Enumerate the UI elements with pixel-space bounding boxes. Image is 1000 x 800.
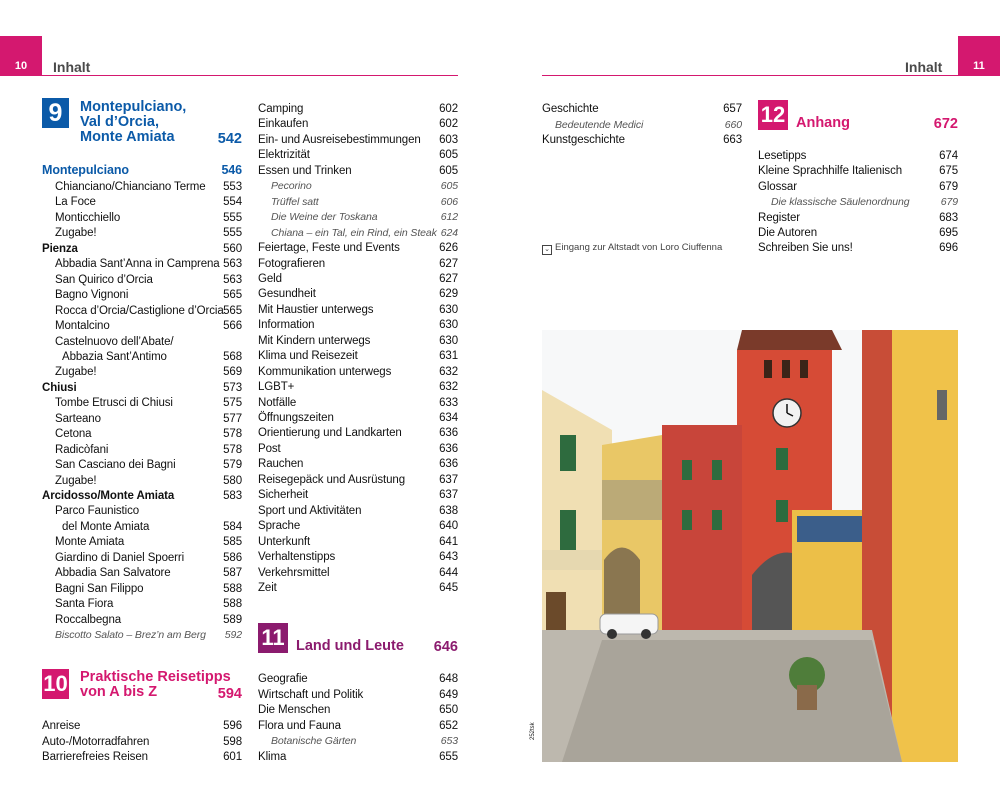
toc-entry-title: Monte Amiata	[55, 536, 125, 549]
toc-entry-page: 588	[223, 582, 242, 595]
toc-entry-title: Parco Faunistico	[55, 505, 140, 518]
chapter-9-title-line: Monte Amiata	[80, 129, 175, 145]
toc-entry	[258, 426, 458, 440]
toc-entry-title: Kommunikation unterwegs	[258, 365, 392, 378]
toc-entry-title: Sport und Aktivitäten	[258, 504, 362, 517]
toc-entry	[42, 750, 242, 764]
toc-entry	[55, 195, 242, 209]
chapter-10-title-line: Praktische Reisetipps	[80, 669, 231, 685]
chapter-10-number: 10	[42, 669, 69, 699]
toc-entry-page: 596	[223, 720, 242, 732]
toc-entry-title: Bagni San Filippo	[55, 582, 144, 595]
toc-entry-page: 577	[223, 412, 242, 425]
toc-entry-title: Reisegepäck und Ausrüstung	[258, 473, 406, 486]
toc-entry	[55, 504, 242, 518]
toc-entry	[758, 211, 958, 225]
toc-entry	[42, 489, 242, 503]
chapter-9-number: 9	[42, 98, 69, 128]
photo-illustration	[542, 330, 958, 762]
toc-entry	[55, 535, 242, 549]
toc-entry	[258, 535, 458, 549]
toc-entry	[258, 504, 458, 518]
toc-entry-page: 605	[439, 149, 458, 162]
toc-entry-page: 634	[439, 412, 458, 424]
toc-entry-page: 563	[223, 258, 242, 271]
toc-entry-title: Chiusi	[42, 381, 77, 394]
toc-entry-title: Fotografieren	[258, 257, 326, 270]
toc-entry-title: Die Menschen	[258, 704, 331, 716]
toc-entry	[258, 519, 458, 533]
chapter-11-number: 11	[258, 623, 288, 653]
toc-entry-page: 565	[223, 289, 242, 302]
toc-entry-page: 605	[440, 180, 458, 193]
toc-entry	[55, 551, 242, 565]
toc-entry-page: 606	[440, 195, 458, 208]
toc-entry	[258, 672, 458, 686]
toc-entry-title: Sicherheit	[258, 489, 309, 502]
toc-entry	[258, 133, 458, 147]
toc-entry	[758, 180, 958, 194]
toc-entry-title: Klima und Reisezeit	[258, 350, 358, 363]
toc-entry	[258, 272, 458, 286]
toc-entry-page: 638	[439, 504, 458, 517]
toc-entry	[55, 180, 242, 194]
toc-entry-title: Abbadia San Salvatore	[55, 567, 171, 580]
toc-entry-title: Giardino di Daniel Spoerri	[55, 551, 185, 564]
toc-entry-title: Orientierung und Landkarten	[258, 427, 402, 440]
toc-entry	[258, 334, 458, 348]
toc-entry-page: 679	[939, 180, 958, 193]
toc-entry-page: 636	[439, 458, 458, 471]
toc-entry-title: Castelnuovo dell’Abate/	[55, 335, 174, 348]
toc-entry-page: 645	[439, 581, 458, 594]
toc-entry-page: 579	[223, 459, 242, 472]
toc-entry-title: Biscotto Salato – Brez’n am Berg	[55, 629, 206, 642]
toc-entry	[55, 597, 242, 611]
toc-entry	[258, 102, 458, 116]
toc-entry	[42, 735, 242, 749]
toc-entry	[271, 195, 458, 209]
toc-entry-title: Botanische Gärten	[271, 735, 357, 747]
toc-entry	[258, 411, 458, 425]
toc-entry	[258, 303, 458, 317]
toc-entry-page: 589	[223, 613, 242, 626]
toc-entry-title: Klima	[258, 750, 287, 763]
toc-entry-page: 553	[223, 181, 242, 193]
chapter-9-title-line: Montepulciano,	[80, 99, 187, 115]
toc-entry-page: 601	[223, 751, 242, 763]
toc-entry-title: Rauchen	[258, 458, 304, 471]
chapter-9-title-line: Val d’Orcia,	[80, 114, 159, 130]
toc-entry-page: 630	[439, 303, 458, 316]
toc-entry-title: Pienza	[42, 242, 78, 255]
toc-entry-page: 660	[724, 118, 742, 131]
toc-entry-page: 675	[939, 165, 958, 178]
toc-entry-title: Schreiben Sie uns!	[758, 242, 853, 255]
toc-entry-title: Ein- und Ausreisebestimmungen	[258, 133, 421, 146]
toc-entry-title: Radicòfani	[55, 443, 109, 456]
page-number-left: 10	[0, 36, 42, 76]
toc-entry-title: Auto-/Motorradfahren	[42, 735, 150, 748]
toc-entry	[55, 412, 242, 426]
toc-entry-title: Bagno Vignoni	[55, 289, 129, 302]
toc-entry-page: 632	[439, 381, 458, 394]
toc-entry-page: 627	[439, 257, 458, 270]
toc-entry-title: Sprache	[258, 520, 301, 533]
toc-entry-title: Verkehrsmittel	[258, 566, 330, 579]
toc-entry-page: 555	[223, 227, 242, 240]
toc-entry	[271, 226, 458, 240]
toc-entry	[55, 304, 242, 318]
toc-entry	[555, 118, 742, 132]
chapter-12-title: Anhang	[796, 115, 850, 131]
toc-entry	[55, 582, 242, 596]
toc-entry-page: 636	[439, 427, 458, 440]
toc-entry-page: 583	[223, 490, 242, 502]
toc-entry-page: 624	[440, 226, 458, 239]
toc-entry	[258, 318, 458, 332]
toc-entry-page: 573	[223, 381, 242, 394]
toc-entry	[258, 719, 458, 733]
toc-entry-page: 636	[439, 442, 458, 455]
toc-entry-page: 629	[439, 288, 458, 301]
toc-entry-title: Die Autoren	[758, 227, 817, 239]
toc-entry-title: Feiertage, Feste und Events	[258, 242, 400, 255]
photo-caption-text: Eingang zur Altstadt von Loro Ciuffenna	[555, 242, 723, 253]
toc-entry	[258, 257, 458, 271]
photo-loro-ciuffenna	[542, 330, 958, 762]
toc-entry	[542, 133, 742, 147]
photo-credit: 252tsk	[530, 722, 536, 740]
toc-entry-page: 605	[439, 164, 458, 177]
toc-entry	[258, 566, 458, 580]
toc-entry-title: Tombe Etrusci di Chiusi	[55, 397, 173, 410]
toc-entry	[258, 750, 458, 764]
toc-entry-title: Gesundheit	[258, 288, 316, 301]
toc-entry-page: 648	[439, 673, 458, 685]
toc-entry-page: 630	[439, 334, 458, 347]
toc-entry	[55, 273, 242, 287]
photo-caption	[542, 242, 722, 255]
toc-entry-page: 633	[439, 396, 458, 409]
toc-entry-title: LGBT+	[258, 381, 295, 394]
toc-entry-title: Zugabe!	[55, 227, 97, 240]
toc-entry	[758, 226, 958, 240]
toc-entry-title: Montalcino	[55, 320, 110, 333]
toc-entry-page: 679	[940, 196, 958, 209]
toc-entry-title: Sarteano	[55, 412, 101, 425]
toc-entry-title: Post	[258, 442, 281, 455]
toc-entry	[758, 164, 958, 178]
toc-entry-title: Register	[758, 211, 801, 224]
toc-entry-title: Mit Kindern unterwegs	[258, 334, 371, 347]
toc-entry	[271, 734, 458, 748]
toc-entry-title: Abbazia Sant’Antimo	[62, 350, 167, 363]
toc-entry-title: Verhaltenstipps	[258, 551, 336, 564]
toc-entry	[55, 443, 242, 457]
toc-entry-title: Monticchiello	[55, 211, 121, 224]
toc-entry-page: 578	[223, 443, 242, 456]
toc-entry-page: 632	[439, 365, 458, 378]
toc-entry	[258, 380, 458, 394]
toc-entry-page: 663	[723, 134, 742, 146]
toc-entry-title: La Foce	[55, 196, 96, 209]
chapter-10-title-line: von A bis Z	[80, 684, 158, 700]
toc-entry	[771, 195, 958, 209]
toc-entry	[271, 210, 458, 224]
toc-entry-title: Trüffel satt	[271, 195, 319, 208]
chapter-10-page: 594	[217, 686, 242, 702]
toc-entry-page: 580	[223, 474, 242, 487]
toc-entry-title: Bedeutende Medici	[555, 118, 644, 131]
toc-entry-page: 650	[439, 704, 458, 716]
toc-entry	[258, 241, 458, 255]
toc-entry	[258, 148, 458, 162]
toc-entry-page: 683	[939, 211, 958, 224]
toc-entry-title: Öffnungszeiten	[258, 412, 334, 424]
toc-entry-page: 555	[223, 211, 242, 224]
toc-entry	[271, 179, 458, 193]
toc-entry-page: 602	[439, 103, 458, 115]
toc-entry-page: 626	[439, 242, 458, 255]
toc-entry-page: 631	[439, 350, 458, 363]
header-rule-right	[542, 75, 958, 76]
toc-entry-page: 649	[439, 688, 458, 701]
toc-entry-title: Elektrizität	[258, 149, 310, 162]
toc-entry-title: Cetona	[55, 428, 92, 441]
toc-entry	[55, 458, 242, 472]
toc-entry	[258, 117, 458, 131]
toc-entry-title: Zugabe!	[55, 366, 97, 379]
toc-entry-title: Zugabe!	[55, 474, 97, 487]
toc-entry-title: Chiana – ein Tal, ein Rind, ein Steak	[271, 226, 437, 239]
toc-entry	[55, 226, 242, 240]
toc-entry	[42, 719, 242, 733]
toc-entry	[55, 288, 242, 302]
toc-entry-title: Arcidosso/Monte Amiata	[42, 490, 175, 502]
toc-entry	[258, 365, 458, 379]
toc-entry	[55, 474, 242, 488]
running-title-right: Inhalt	[905, 59, 943, 75]
toc-entry-page: 598	[223, 735, 242, 748]
toc-entry	[258, 457, 458, 471]
toc-entry-title: Flora und Fauna	[258, 719, 341, 732]
toc-entry	[42, 163, 242, 178]
toc-entry-page: 546	[221, 163, 242, 177]
toc-entry-title: Glossar	[758, 180, 797, 193]
toc-entry	[62, 350, 242, 364]
toc-entry-title: Geschichte	[542, 103, 599, 115]
toc-entry-page: 602	[439, 118, 458, 131]
toc-entry-title: Montepulciano	[42, 163, 129, 177]
toc-entry-page: 592	[224, 629, 242, 642]
toc-entry	[42, 242, 242, 256]
toc-entry-page: 653	[440, 735, 458, 747]
toc-entry-title: Kunstgeschichte	[542, 134, 625, 146]
toc-entry	[258, 581, 458, 595]
toc-entry-title: Die klassische Säulenordnung	[771, 196, 910, 209]
toc-entry-page: 578	[223, 428, 242, 441]
chapter-11-title: Land und Leute	[296, 638, 404, 654]
chapter-11-page: 646	[433, 639, 458, 655]
toc-entry	[55, 211, 242, 225]
chapter-12-number: 12	[758, 100, 788, 130]
toc-entry-page: 652	[439, 719, 458, 732]
toc-entry-page: 627	[439, 272, 458, 285]
toc-entry-title: Chianciano/Chianciano Terme	[55, 181, 206, 193]
toc-entry	[258, 349, 458, 363]
toc-entry	[758, 149, 958, 163]
toc-entry-page: 585	[223, 536, 242, 549]
toc-entry-title: Barrierefreies Reisen	[42, 751, 148, 763]
toc-entry-title: Camping	[258, 103, 304, 115]
toc-entry-page: 641	[439, 535, 458, 548]
toc-entry-page: 696	[939, 242, 958, 255]
toc-entry-title: Mit Haustier unterwegs	[258, 303, 374, 316]
toc-entry-page: 644	[439, 566, 458, 579]
toc-entry-title: Die Weine der Toskana	[271, 211, 378, 224]
toc-entry-title: Unterkunft	[258, 535, 311, 548]
toc-entry-title: Kleine Sprachhilfe Italienisch	[758, 165, 903, 178]
toc-entry-page: 695	[939, 227, 958, 239]
toc-entry-title: del Monte Amiata	[62, 520, 150, 533]
toc-entry-title: Wirtschaft und Politik	[258, 688, 364, 701]
toc-entry-title: San Quirico d’Orcia	[55, 273, 153, 286]
toc-entry	[55, 628, 242, 642]
toc-entry-page: 584	[223, 520, 242, 533]
toc-entry-page: 568	[223, 350, 242, 363]
toc-entry	[55, 319, 242, 333]
toc-entry-page: 560	[223, 242, 242, 255]
toc-entry-page: 657	[723, 103, 742, 115]
toc-entry-title: San Casciano dei Bagni	[55, 459, 176, 472]
page-number-right: 11	[958, 36, 1000, 76]
toc-entry-page: 640	[439, 520, 458, 533]
toc-entry-page: 603	[439, 133, 458, 146]
toc-entry	[258, 488, 458, 502]
toc-entry-title: Anreise	[42, 720, 81, 732]
toc-entry	[258, 442, 458, 456]
toc-entry-title: Zeit	[258, 581, 277, 594]
toc-entry	[258, 688, 458, 702]
toc-entry-title: Essen und Trinken	[258, 164, 352, 177]
chapter-9-page: 542	[217, 131, 242, 147]
chapter-9-title	[80, 100, 186, 145]
toc-entry	[62, 520, 242, 534]
toc-entry-title: Geld	[258, 272, 282, 285]
toc-entry-title: Abbadia Sant’Anna in Camprena	[55, 258, 220, 271]
toc-entry	[55, 613, 242, 627]
toc-entry-title: Pecorino	[271, 180, 312, 193]
toc-entry-page: 655	[439, 750, 458, 763]
toc-entry	[55, 566, 242, 580]
toc-entry	[258, 396, 458, 410]
toc-entry	[55, 335, 242, 349]
toc-entry-title: Lesetipps	[758, 150, 807, 162]
toc-entry-page: 566	[223, 320, 242, 333]
caption-arrow-icon: ⌄	[542, 245, 552, 255]
toc-entry-title: Geografie	[258, 673, 308, 685]
toc-entry-page: 612	[440, 211, 458, 224]
toc-entry-page: 674	[939, 150, 958, 162]
toc-entry	[542, 102, 742, 116]
toc-entry-title: Information	[258, 319, 315, 332]
toc-entry-title: Notfälle	[258, 396, 297, 409]
toc-entry-title: Roccalbegna	[55, 613, 122, 626]
toc-entry-page: 565	[223, 304, 242, 317]
toc-entry	[258, 550, 458, 564]
toc-entry	[258, 473, 458, 487]
toc-entry-title: Rocca d’Orcia/Castiglione d’Orcia	[55, 304, 224, 317]
toc-entry-page: 554	[223, 196, 242, 209]
toc-entry	[55, 427, 242, 441]
toc-entry-page: 569	[223, 366, 242, 379]
toc-entry-page: 637	[439, 473, 458, 486]
toc-entry-title: Einkaufen	[258, 118, 309, 131]
toc-entry-page: 587	[223, 567, 242, 580]
header-rule-left	[42, 75, 458, 76]
toc-entry	[55, 396, 242, 410]
toc-entry-page: 563	[223, 273, 242, 286]
toc-entry	[258, 164, 458, 178]
toc-entry-page: 637	[439, 489, 458, 502]
chapter-12-page: 672	[933, 116, 958, 132]
toc-entry	[758, 241, 958, 255]
toc-entry-page: 586	[223, 551, 242, 564]
toc-entry-page: 575	[223, 397, 242, 410]
toc-entry	[55, 257, 242, 271]
running-title-left: Inhalt	[53, 59, 91, 75]
toc-entry	[258, 287, 458, 301]
toc-entry-title: Santa Fiora	[55, 598, 114, 611]
toc-entry-page: 630	[439, 319, 458, 332]
toc-entry	[55, 365, 242, 379]
toc-entry-page: 588	[223, 598, 242, 611]
toc-entry-page: 643	[439, 551, 458, 564]
toc-entry	[42, 381, 242, 395]
toc-entry	[258, 703, 458, 717]
